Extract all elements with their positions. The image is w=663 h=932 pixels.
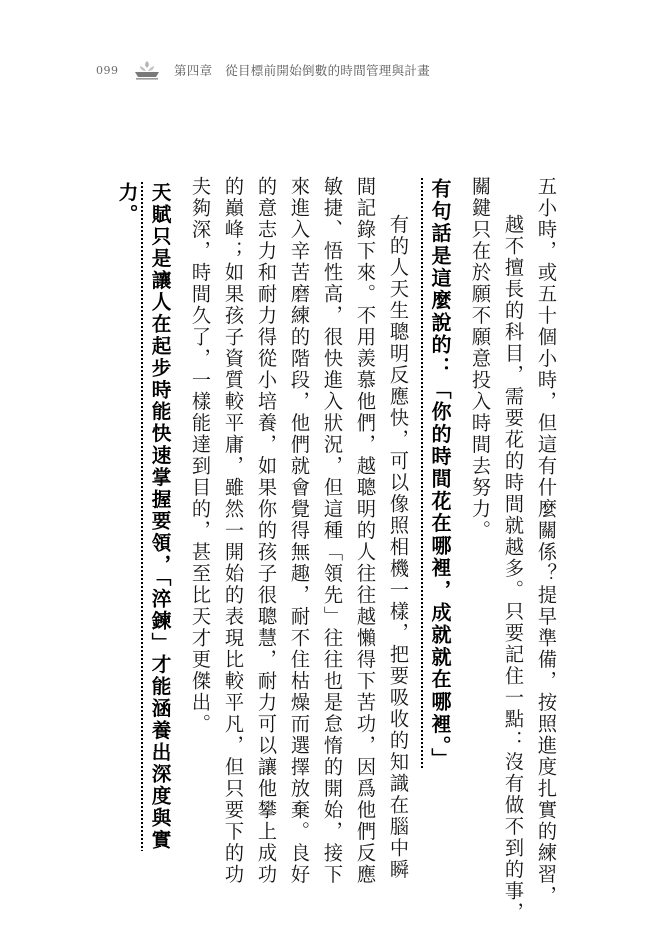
text-column-3: 關鍵只在於願不願意投入時間去努力。 xyxy=(469,176,492,542)
page-number: 099 xyxy=(96,63,119,77)
text-column-2: 越不擅長的科目，需要花的時間就越多。只要記住一點：沒有做不到的事， xyxy=(502,214,525,924)
text-column-6: 間記錄下來。不用羨慕他們，越聰明的人往往越懶得下苦功，因爲他們反應 xyxy=(354,176,377,886)
quote-heading: 有句話是這麼說的：「你的時間花在哪裡，成就就在哪裡。」 xyxy=(428,178,452,771)
text-column-11: 夫夠深，時間久了，一樣能達到目的，甚至比天才更傑出。 xyxy=(189,176,212,735)
text-column-1: 五小時，或五十個小時，但這有什麼關係？提早準備，按照進度扎實的練習， xyxy=(535,176,558,907)
chapter-title: 第四章 從目標前開始倒數的時間管理與計畫 xyxy=(174,63,431,78)
text-column-7: 敏捷、悟性高，很快進入狀況，但這種「領先」往往也是怠惰的開始，接下 xyxy=(321,176,344,886)
lotus-boat-emblem-icon xyxy=(132,59,162,81)
vertical-body-text xyxy=(110,176,563,924)
text-column-10: 的巔峰；如果孩子資質較平庸，雖然一開始的表現比較平凡，但只要下的功 xyxy=(222,176,245,886)
text-column-9: 的意志力和耐力得從小培養，如果你的孩子很聰慧，耐力可以讓他攀上成功 xyxy=(255,176,278,886)
text-column-5: 有的人天生聰明反應快，可以像照相機一樣，把要吸收的知識在腦中瞬 xyxy=(387,214,410,881)
text-column-8: 來進入辛苦磨練的階段，他們就會覺得無趣，耐不住枯燥而選擇放棄。良好 xyxy=(288,176,311,886)
talent-heading: 天賦只是讓人在起步時能快速掌握要領，「淬鍊」才能涵養出深度與實 xyxy=(148,182,171,852)
talent-heading-tail: 力。 xyxy=(115,182,138,226)
running-header xyxy=(96,58,430,82)
